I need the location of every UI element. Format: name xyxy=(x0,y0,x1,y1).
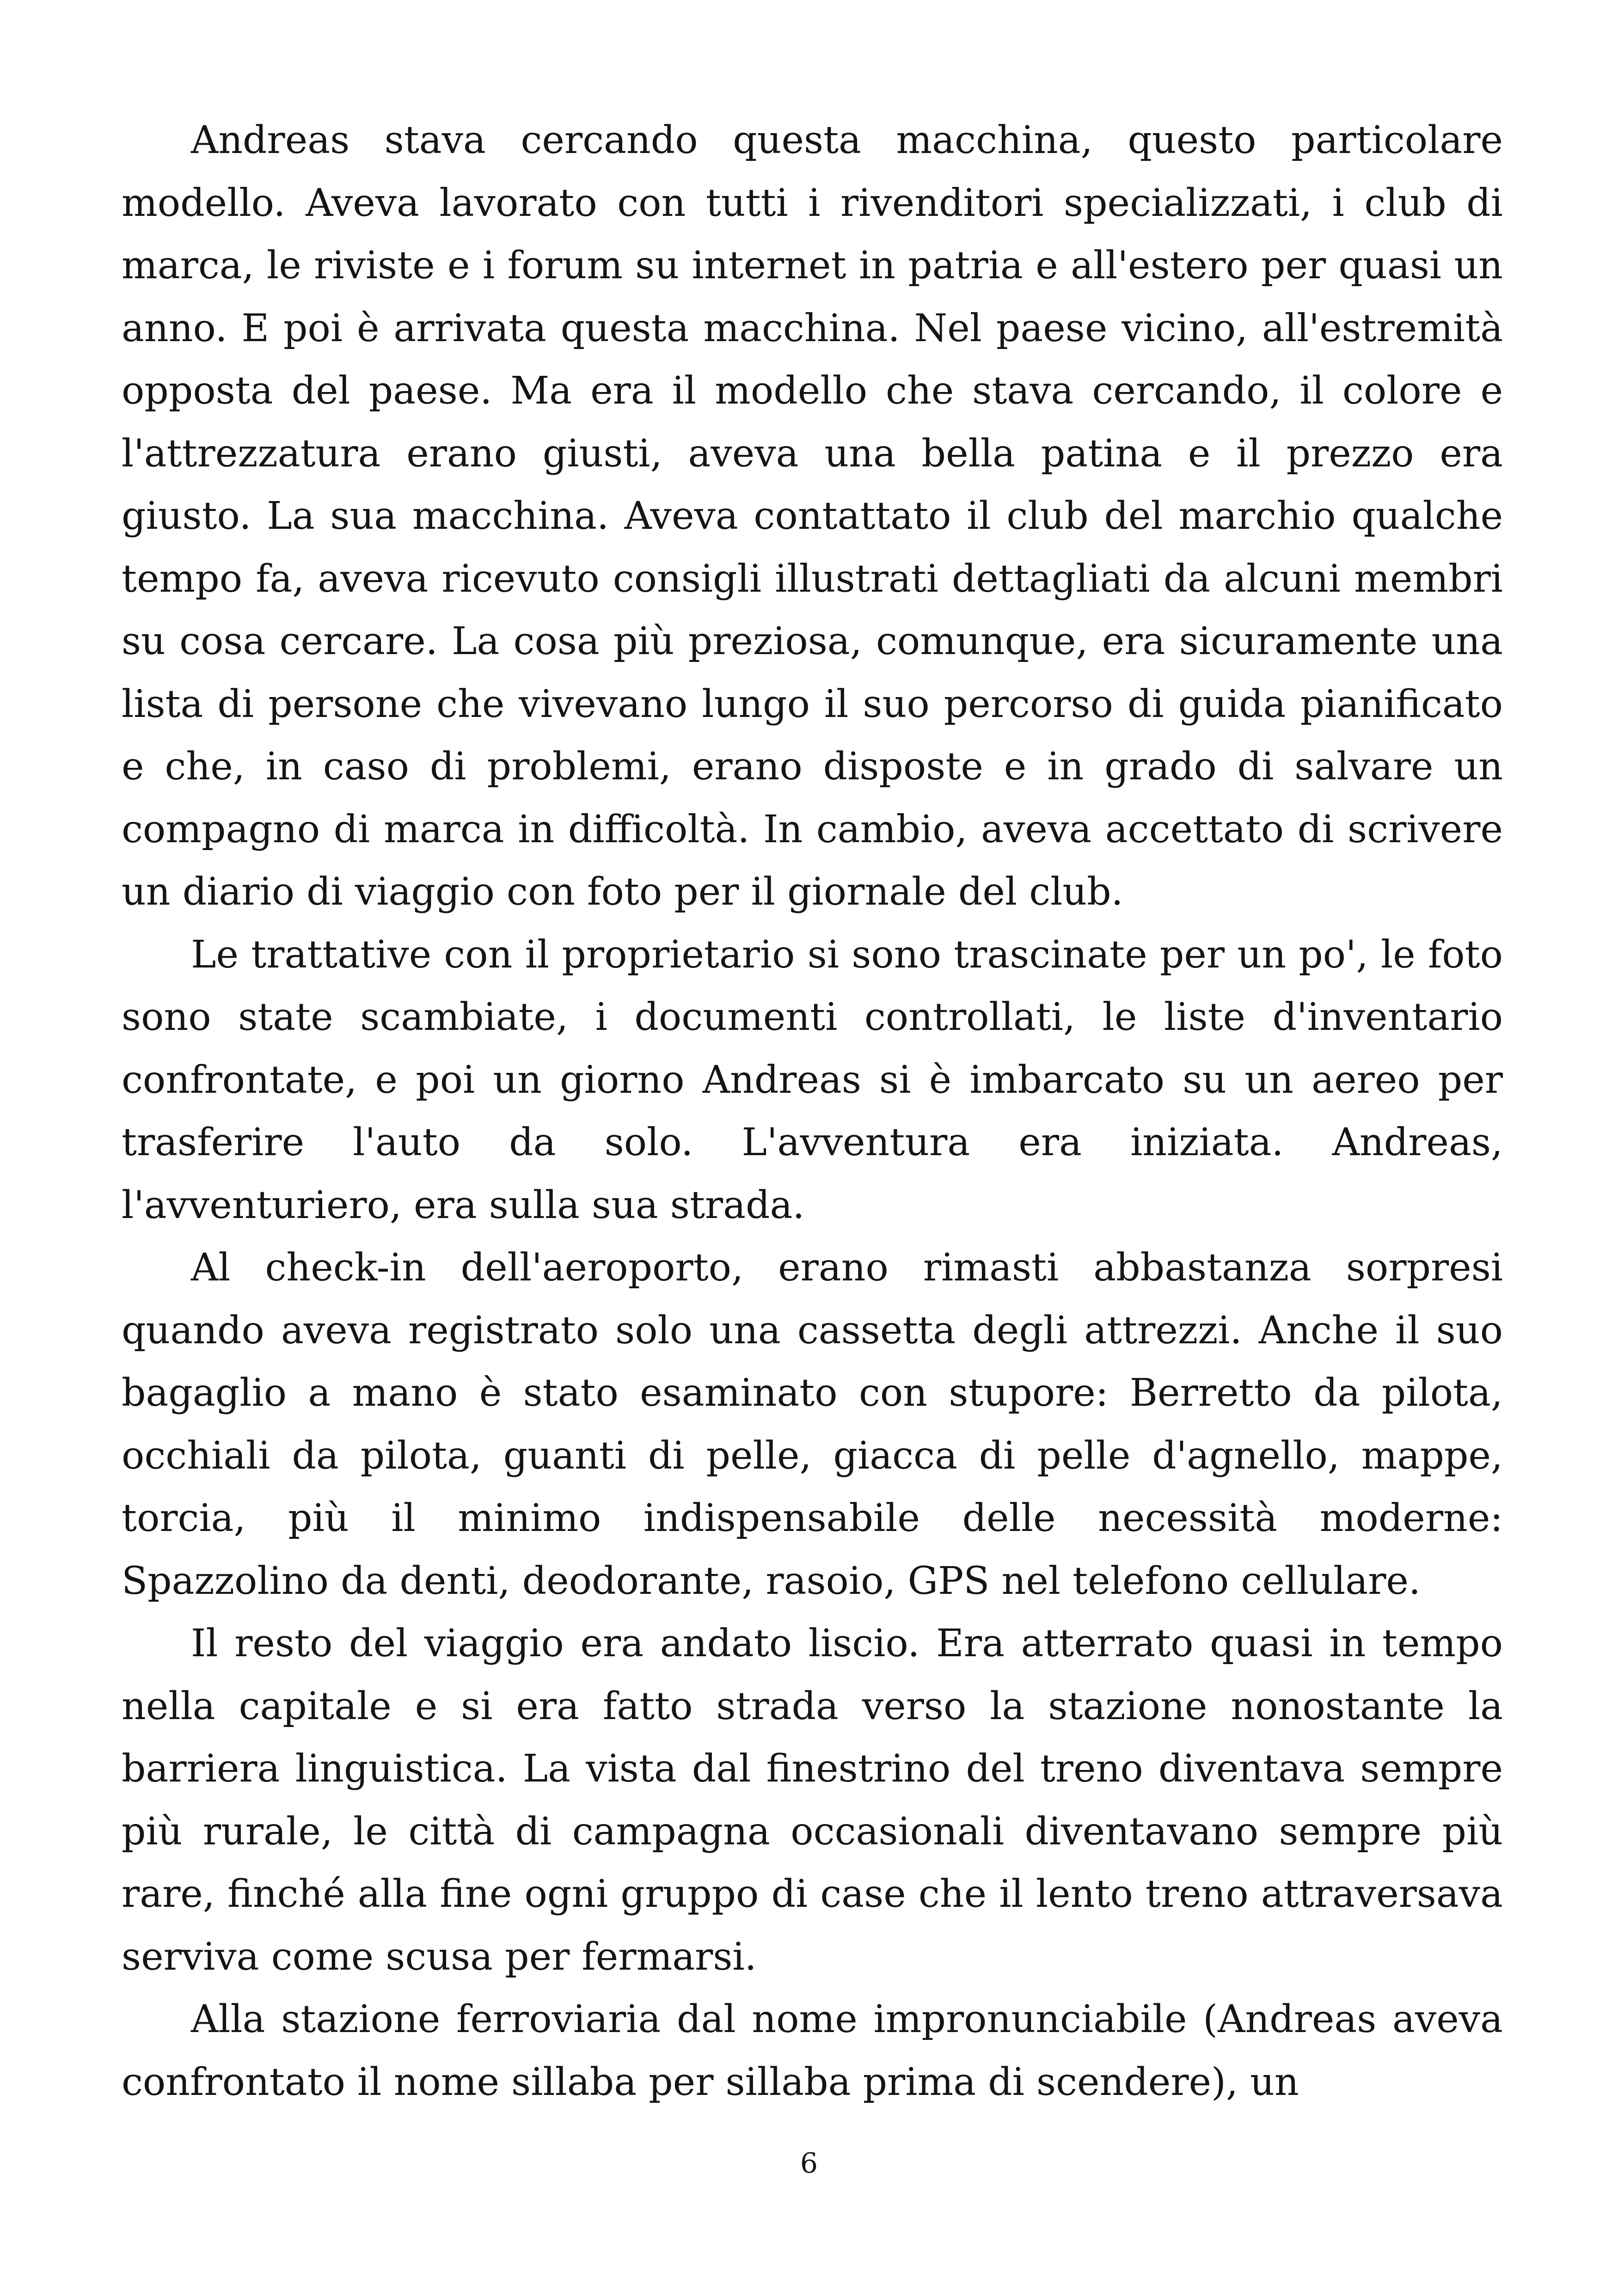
paragraph-5: Alla stazione ferroviaria dal nome impronunciabile (Andreas aveva confrontato il nome sillaba per sillaba prima di scendere), un xyxy=(122,1997,1503,2104)
paragraph-1: Andreas stava cercando questa macchina, questo particolare modello. Aveva lavorato con tutti i rivenditori specializzati, i club di marca, le riviste e i forum su internet in patria e all'estero per quasi un anno. E poi è arrivata questa macchina. Nel paese vicino, all'estremità opposta del paese. Ma era il modello che stava cercando, il colore e l'attrezzatura erano giusti, aveva una bella patina e il prezzo era giusto. La sua macchina. Aveva contattato il club del marchio qualche tempo fa, aveva ricevuto consigli illustrati dettagliati da alcuni membri su cosa cercare. La cosa più preziosa, comunque, era sicuramente una lista di persone che vivevano lungo il suo percorso di guida pianificato e che, in caso di problemi, erano disposte e in grado di salvare un compagno di marca in difficoltà. In cambio, aveva accettato di scrivere un diario di viaggio con foto per il giornale del club. xyxy=(122,118,1503,914)
paragraph-3: Al check-in dell'aeroporto, erano rimasti abbastanza sorpresi quando aveva registrato solo una cassetta degli attrezzi. Anche il suo bagaglio a mano è stato esaminato con stupore: Berretto da pilota, occhiali da pilota, guanti di pelle, giacca di pelle d'agnello, mappe, torcia, più il minimo indispensabile delle necessità moderne: Spazzolino da denti, deodorante, rasoio, GPS nel telefono cellulare. xyxy=(122,1246,1503,1603)
paragraph-2: Le trattative con il proprietario si sono trascinate per un po', le foto sono state scambiate, i documenti controllati, le liste d'inventario confrontate, e poi un giorno Andreas si è imbarcato su un aereo per trasferire l'auto da solo. L'avventura era iniziata. Andreas, l'avventuriero, era sulla sua strada. xyxy=(122,932,1503,1227)
page-number: 6 xyxy=(800,2147,818,2180)
paragraph-4: Il resto del viaggio era andato liscio. Era atterrato quasi in tempo nella capitale e si era fatto strada verso la stazione nonostante la barriera linguistica. La vista dal finestrino del treno diventava sempre più rurale, le città di campagna occasionali diventavano sempre più rare, finché alla fine ogni gruppo di case che il lento treno attraversava serviva come scusa per fermarsi. xyxy=(122,1622,1503,1979)
body-text xyxy=(122,109,1503,2113)
